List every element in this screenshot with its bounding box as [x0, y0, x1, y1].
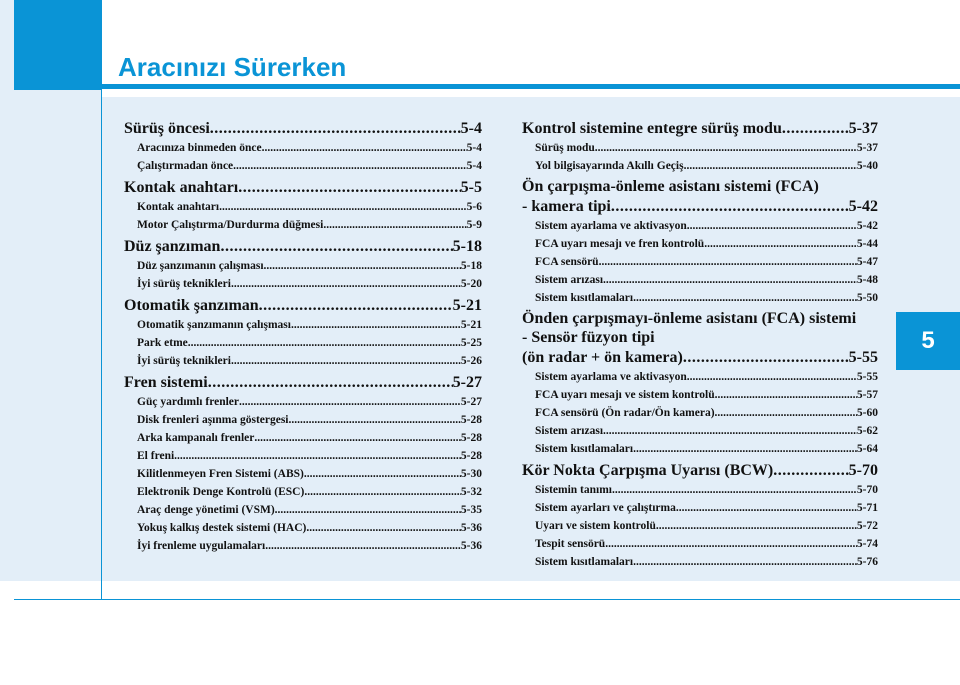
toc-column-left — [124, 118, 482, 555]
chapter-tab[interactable] — [896, 312, 960, 370]
toc-entry[interactable]: Düz şanzıman ..... 5-18 — [124, 236, 482, 257]
toc-subentry[interactable]: Sistem ayarlama ve aktivasyon ..... 5-42 — [522, 217, 878, 235]
toc-subentry[interactable]: Tespit sensörü ..... 5-74 — [522, 535, 878, 553]
toc-entry[interactable]: Kontrol sistemine entegre sürüş modu ..... 5-37 — [522, 118, 878, 139]
toc-subentry[interactable]: El freni ..... 5-28 — [124, 447, 482, 465]
toc-subentry[interactable]: Sistem ayarlama ve aktivasyon ..... 5-55 — [522, 368, 878, 386]
toc-subentry[interactable]: Motor Çalıştırma/Durdurma düğmesi ..... 5-9 — [124, 216, 482, 234]
toc-subentry[interactable]: Kontak anahtarı ..... 5-6 — [124, 198, 482, 216]
toc-subentry[interactable]: Sürüş modu ..... 5-37 — [522, 139, 878, 157]
toc-subentry[interactable]: Kilitlenmeyen Fren Sistemi (ABS) ..... 5-30 — [124, 465, 482, 483]
page-title: Aracınızı Sürerken — [118, 52, 347, 82]
toc-subentry[interactable]: Çalıştırmadan önce ..... 5-4 — [124, 157, 482, 175]
toc-subentry[interactable]: Yol bilgisayarında Akıllı Geçiş ..... 5-40 — [522, 157, 878, 175]
toc-subentry[interactable]: Sistem ayarları ve çalıştırma ..... 5-71 — [522, 499, 878, 517]
toc-subentry[interactable]: Sistem arızası ..... 5-48 — [522, 271, 878, 289]
toc-subentry[interactable]: FCA uyarı mesajı ve fren kontrolü ..... 5-44 — [522, 235, 878, 253]
toc-subentry[interactable]: Disk frenleri aşınma göstergesi ..... 5-28 — [124, 411, 482, 429]
toc-subentry[interactable]: Otomatik şanzımanın çalışması ..... 5-21 — [124, 316, 482, 334]
toc-subentry[interactable]: FCA uyarı mesajı ve sistem kontrolü ..... 5-57 — [522, 386, 878, 404]
title-underline — [102, 84, 960, 89]
margin-rule-horizontal — [14, 599, 960, 600]
toc-entry-title-line: Ön çarpışma-önleme asistanı sistemi (FCA) — [522, 178, 819, 195]
toc-entry-title-line: - Sensör füzyon tipi — [522, 329, 655, 346]
toc-subentry[interactable]: Aracınıza binmeden önce ..... 5-4 — [124, 139, 482, 157]
toc-subentry[interactable]: Sistem arızası ..... 5-62 — [522, 422, 878, 440]
toc-subentry[interactable]: Park etme ..... 5-25 — [124, 334, 482, 352]
toc-subentry[interactable]: Güç yardımlı frenler ..... 5-27 — [124, 393, 482, 411]
toc-entry[interactable]: (ön radar + ön kamera) ..... 5-55 — [522, 347, 878, 368]
toc-entry[interactable]: Kör Nokta Çarpışma Uyarısı (BCW) ..... 5-70 — [522, 460, 878, 481]
toc-subentry[interactable]: Sistem kısıtlamaları ..... 5-76 — [522, 553, 878, 571]
toc-subentry[interactable]: Elektronik Denge Kontrolü (ESC) ..... 5-32 — [124, 483, 482, 501]
toc-subentry[interactable]: FCA sensörü (Ön radar/Ön kamera) ..... 5-60 — [522, 404, 878, 422]
toc-subentry[interactable]: Düz şanzımanın çalışması ..... 5-18 — [124, 257, 482, 275]
toc-entry[interactable]: Fren sistemi ..... 5-27 — [124, 372, 482, 393]
toc-entry[interactable]: - kamera tipi ..... 5-42 — [522, 196, 878, 217]
toc-subentry[interactable]: İyi sürüş teknikleri ..... 5-26 — [124, 352, 482, 370]
toc-subentry[interactable]: İyi frenleme uygulamaları ..... 5-36 — [124, 537, 482, 555]
toc-entry[interactable]: Otomatik şanzıman ..... 5-21 — [124, 295, 482, 316]
toc-subentry[interactable]: Uyarı ve sistem kontrolü ..... 5-72 — [522, 517, 878, 535]
toc-column-right — [522, 118, 878, 571]
toc-subentry[interactable]: Sistemin tanımı ..... 5-70 — [522, 481, 878, 499]
toc-subentry[interactable]: Araç denge yönetimi (VSM) ..... 5-35 — [124, 501, 482, 519]
toc-subentry[interactable]: Arka kampanalı frenler ..... 5-28 — [124, 429, 482, 447]
toc-entry[interactable]: Kontak anahtarı ..... 5-5 — [124, 177, 482, 198]
toc-subentry[interactable]: Yokuş kalkış destek sistemi (HAC) ..... 5-36 — [124, 519, 482, 537]
margin-rule-vertical — [101, 0, 102, 600]
corner-color-block — [14, 0, 101, 90]
toc-subentry[interactable]: Sistem kısıtlamaları ..... 5-64 — [522, 440, 878, 458]
toc-subentry[interactable]: Sistem kısıtlamaları ..... 5-50 — [522, 289, 878, 307]
toc-subentry[interactable]: İyi sürüş teknikleri ..... 5-20 — [124, 275, 482, 293]
toc-entry[interactable]: Sürüş öncesi ..... 5-4 — [124, 118, 482, 139]
toc-entry-title-line: Önden çarpışmayı-önleme asistanı (FCA) sistemi — [522, 310, 857, 327]
toc-subentry[interactable]: FCA sensörü ..... 5-47 — [522, 253, 878, 271]
chapter-number: 5 — [921, 327, 935, 354]
